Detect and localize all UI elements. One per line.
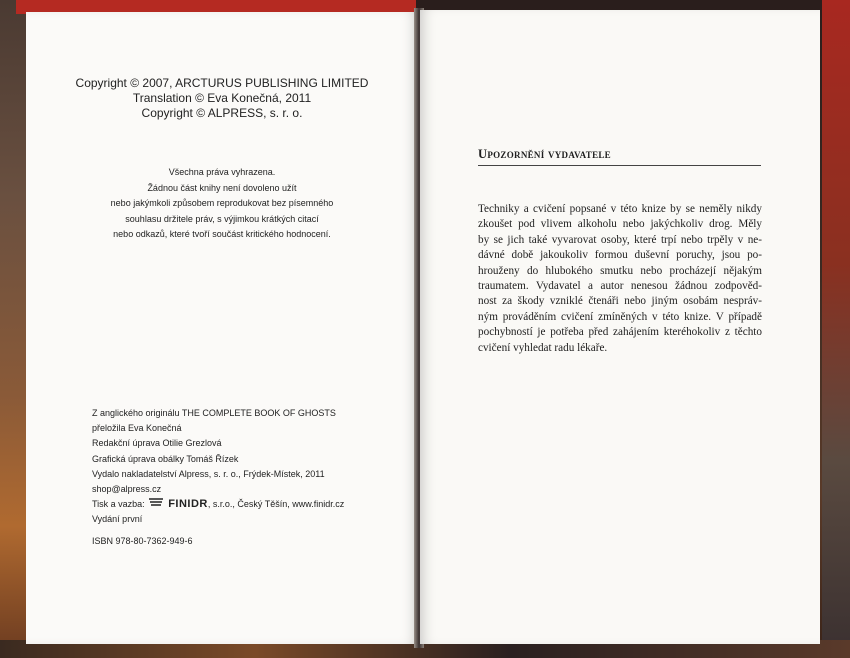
body-line: hrouženy do hlubokého smutku nebo procházejí nějakým	[478, 264, 762, 277]
copyright-line: Copyright © ALPRESS, s. r. o.	[141, 106, 303, 120]
body-line: pochybností je potřeba před zahájením kteréhokoliv z těchto	[478, 326, 762, 339]
body-line: zkoušet pod vlivem alkoholu nebo jakýchkoliv drog. Měly	[478, 218, 762, 231]
rights-line: nebo odkazů, které tvoří součást kritického hodnocení.	[113, 229, 331, 239]
rights-line: Všechna práva vyhrazena.	[168, 167, 276, 177]
publisher-notice-body	[478, 202, 762, 356]
email-line: shop@alpress.cz	[92, 483, 162, 494]
rights-line: souhlasu držitele práv, s výjimkou krátkých citací	[125, 213, 319, 224]
rights-line: nebo jakýmkoli způsobem reprodukovat bez písemného	[110, 198, 334, 208]
rights-notice	[26, 165, 418, 243]
print-label: Tisk a vazba:	[92, 499, 145, 510]
publisher-line: Vydalo nakladatelství Alpress, s. r. o., Frýdek-Místek, 2011	[92, 468, 325, 479]
translation-line: Translation © Eva Konečná, 2011	[132, 91, 312, 105]
heading-divider	[478, 165, 761, 166]
body-line: nost za škody vzniklé čtenáři nebo jiným osobám nespráv-	[478, 295, 762, 308]
body-line: Techniky a cvičení popsané v této knize by se neměly nikdy	[478, 203, 762, 215]
printer-line	[92, 497, 412, 512]
body-line: ným prováděním cvičení zmíněných v této knize. V případě	[478, 310, 762, 323]
section-heading: Upozornění vydavatele	[478, 147, 611, 161]
printer-details: , s.r.o., Český Těšín, www.finidr.cz	[207, 499, 345, 510]
body-line: by se jich také vyvarovat osoby, které trpí nebo trpěly v ne-	[478, 233, 762, 246]
right-cover-edge	[822, 0, 850, 658]
copyright-line: Copyright © 2007, ARCTURUS PUBLISHING LIMITED	[75, 76, 369, 90]
left-cover-edge	[0, 0, 26, 658]
editor-line: Redakční úprava Otilie Grezlová	[92, 438, 222, 449]
printer-logo: FINIDR	[168, 498, 208, 511]
body-line: traumatem. Vydavatel a autor nenesou žádnou zodpověd-	[478, 279, 762, 292]
isbn: ISBN 978-80-7362-949-6	[92, 536, 193, 546]
translator-line: přeložila Eva Konečná	[92, 423, 182, 434]
rights-line: Žádnou část knihy není dovoleno užít	[147, 182, 297, 193]
credits-block	[92, 406, 412, 528]
cover-design-line: Grafická úprava obálky Tomáš Řízek	[92, 453, 239, 464]
edition-line: Vydání první	[92, 514, 143, 525]
copyright-block	[26, 76, 418, 121]
original-title-line: Z anglického originálu THE COMPLETE BOOK OF GHOSTS	[92, 408, 336, 418]
finidr-logo-icon	[149, 497, 165, 512]
body-line: dávné době jakoukoliv formou duševní poruchy, jsou po-	[478, 249, 762, 262]
body-line: cvičení vyhledat radu lékaře.	[478, 341, 608, 354]
